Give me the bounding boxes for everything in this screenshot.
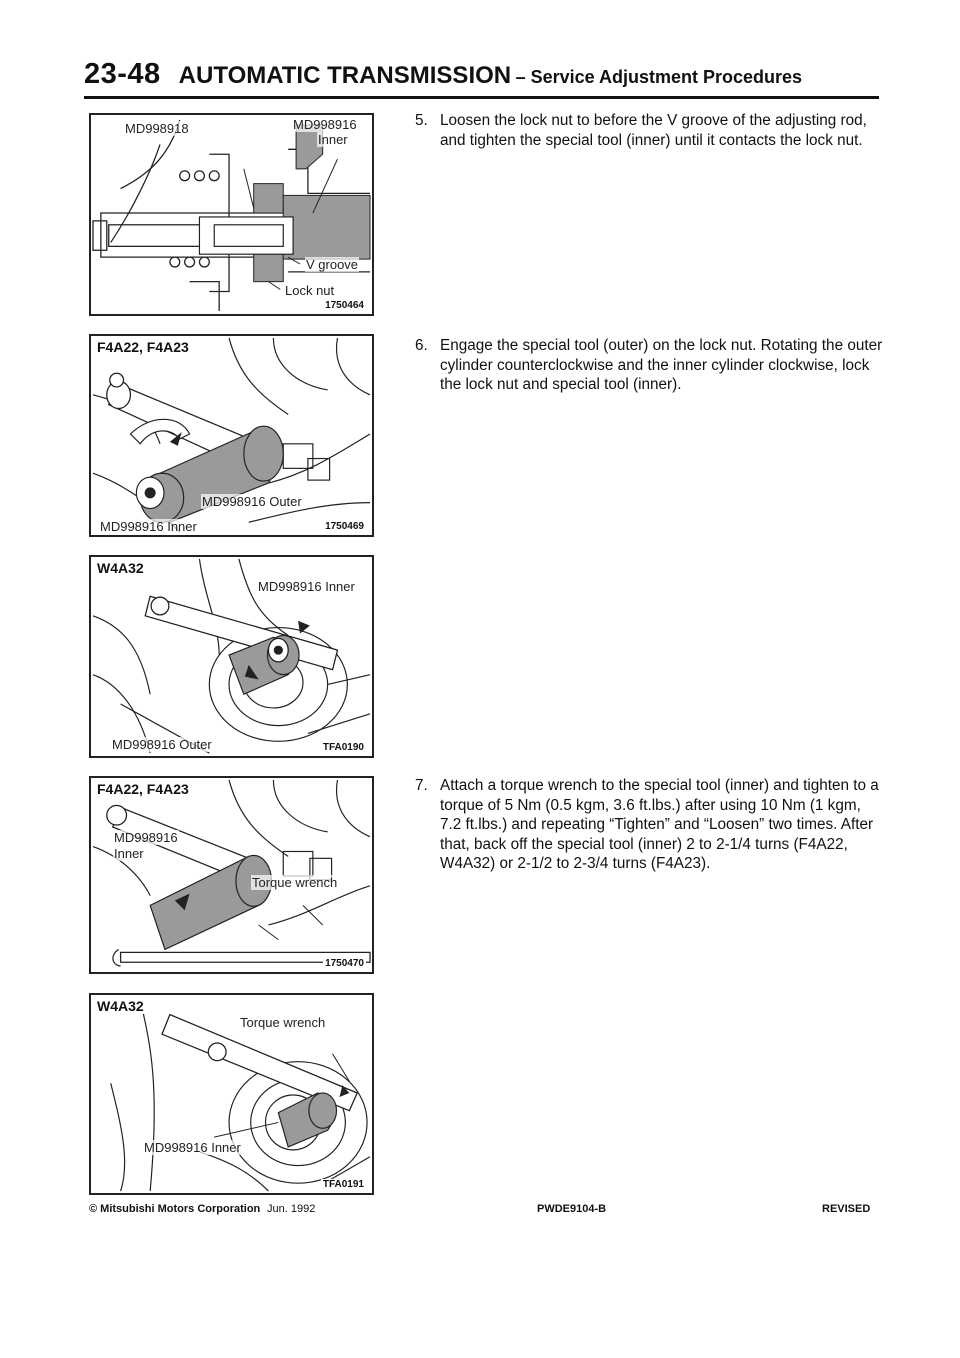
figure-3-label-2: MD998916 Outer	[112, 737, 212, 752]
figure-2-label-2: MD998916 Inner	[100, 519, 197, 534]
header-rule	[84, 96, 879, 99]
step-5-text: Loosen the lock nut to before the V groove of the adjusting rod, and tighten the special tool (inner) until it contacts the lock nut.	[440, 112, 867, 149]
figure-3-code: TFA0190	[322, 742, 364, 753]
figure-1-label-3: Inner	[318, 132, 348, 147]
figure-2-code: 1750469	[325, 521, 364, 532]
figure-5-drawing	[91, 995, 372, 1193]
figure-4-label-3: Torque wrench	[252, 875, 338, 890]
figure-3	[89, 555, 374, 758]
step-6-text: Engage the special tool (outer) on the lock nut. Rotating the outer cylinder counterclockwise and the inner cylinder clockwise, lock the lock nut and special tool (inner).	[440, 337, 883, 394]
section-subtitle: – Service Adjustment Procedures	[515, 67, 803, 87]
figure-1-code: 1750464	[325, 300, 364, 311]
figure-5-label-2: MD998916 Inner	[144, 1140, 241, 1155]
step-7-number: 7.	[415, 777, 428, 794]
figure-4-variant: F4A22, F4A23	[97, 781, 189, 797]
step-5-number: 5.	[415, 112, 428, 129]
footer-copyright: © Mitsubishi Motors Corporation	[89, 1203, 261, 1215]
footer-status: REVISED	[822, 1203, 871, 1215]
step-6	[415, 336, 885, 395]
step-5	[415, 111, 885, 150]
figure-4-label-2: Inner	[114, 846, 144, 861]
figure-5-code: TFA0191	[322, 1179, 364, 1190]
figure-1-label-5: Lock nut	[285, 283, 335, 298]
page-number: 23-48	[84, 58, 161, 90]
step-7	[415, 776, 885, 874]
footer-doc-code: PWDE9104-B	[537, 1203, 607, 1215]
figure-3-variant: W4A32	[97, 560, 144, 576]
figure-5-variant: W4A32	[97, 998, 144, 1014]
figure-1-label-1: MD998918	[125, 121, 189, 136]
figure-1-label-4: V groove	[306, 257, 359, 272]
figure-1-label-2: MD998916	[293, 117, 357, 132]
figure-2-variant: F4A22, F4A23	[97, 339, 189, 355]
figure-5-label-1: Torque wrench	[240, 1015, 326, 1030]
figure-5	[89, 993, 374, 1195]
step-7-text: Attach a torque wrench to the special tool (inner) and tighten to a torque of 5 Nm (0.5 kgm, 3.6 ft.lbs.) after using 10 Nm (1 kgm, 7.2 ft.lbs.) and repeating “Tighten” and “Loosen” two times. After that, back off the special tool (inner) 2 to 2-1/4 turns (F4A22, W4A32) or 2-1/2 to 2-3/4 turns (F4A23).	[440, 777, 879, 873]
step-6-number: 6.	[415, 337, 428, 354]
figure-4-code: 1750470	[325, 958, 364, 969]
figure-2-label-1: MD998916 Outer	[202, 494, 302, 509]
footer-date: Jun. 1992	[267, 1203, 316, 1215]
page-header	[84, 58, 879, 91]
figure-2	[89, 334, 374, 537]
figure-3-label-1: MD998916 Inner	[258, 579, 355, 594]
figure-1	[89, 113, 374, 316]
figure-4	[89, 776, 374, 974]
section-title: AUTOMATIC TRANSMISSION	[178, 62, 512, 89]
figure-4-label-1: MD998916	[114, 830, 178, 845]
